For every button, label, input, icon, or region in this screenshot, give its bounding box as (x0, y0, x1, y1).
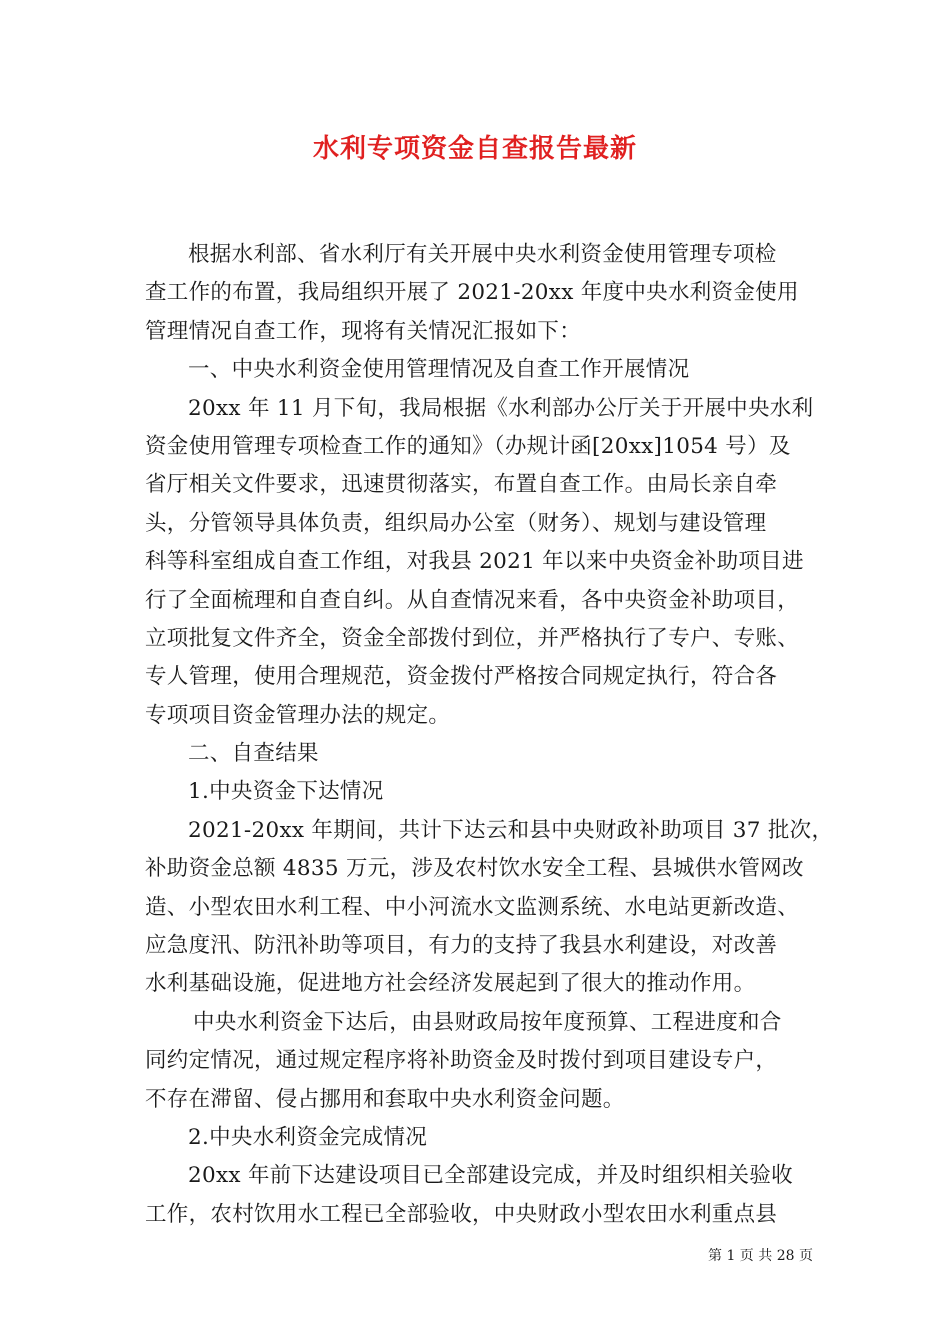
document-body (145, 236, 834, 1234)
paragraph-line: 同约定情况，通过规定程序将补助资金及时拨付到项目建设专户， (145, 1048, 778, 1074)
paragraph-line: 专项项目资金管理办法的规定。 (145, 702, 451, 728)
subsection-heading: 1.中央资金下达情况 (188, 779, 384, 805)
paragraph-line: 头，分管领导具体负责，组织局办公室（财务）、规划与建设管理 (145, 510, 767, 536)
paragraph-line: 应急度汛、防汛补助等项目，有力的支持了我县水利建设，对改善 (145, 933, 778, 959)
paragraph-line: 根据水利部、省水利厅有关开展中央水利资金使用管理专项检 (188, 242, 777, 267)
paragraph-line: 专人管理，使用合理规范，资金拨付严格按合同规定执行，符合各 (145, 664, 778, 690)
paragraph-line: 水利基础设施，促进地方社会经济发展起到了很大的推动作用。 (145, 971, 756, 997)
page-number: 第 1 页 共 28 页 (708, 1248, 813, 1264)
document-title: 水利专项资金自查报告最新 (312, 134, 637, 164)
paragraph-line: 补助资金总额 4835 万元，涉及农村饮水安全工程、县城供水管网改 (145, 856, 804, 882)
paragraph-line: 行了全面梳理和自查自纠。从自查情况来看，各中央资金补助项目， (145, 587, 800, 613)
paragraph-line: 省厅相关文件要求，迅速贯彻落实，布置自查工作。由局长亲自牵 (145, 472, 778, 498)
paragraph-line: 20xx 年 11 月下旬，我局根据《水利部办公厅关于开展中央水利 (188, 395, 814, 421)
paragraph-line: 造、小型农田水利工程、中小河流水文监测系统、水电站更新改造、 (145, 894, 800, 920)
paragraph-line: 不存在滞留、侵占挪用和套取中央水利资金问题。 (145, 1086, 625, 1112)
paragraph-line: 查工作的布置，我局组织开展了 2021-20xx 年度中央水利资金使用 (145, 280, 799, 306)
paragraph-line: 中央水利资金下达后，由县财政局按年度预算、工程进度和合 (193, 1009, 782, 1035)
subsection-heading: 2.中央水利资金完成情况 (188, 1124, 428, 1150)
paragraph-line: 20xx 年前下达建设项目已全部建设完成，并及时组织相关验收 (188, 1163, 793, 1189)
paragraph-line: 立项批复文件齐全，资金全部拨付到位，并严格执行了专户、专账、 (145, 625, 800, 651)
paragraph-line: 2021-20xx 年期间，共计下达云和县中央财政补助项目 37 批次， (188, 817, 834, 843)
section-heading: 一、中央水利资金使用管理情况及自查工作开展情况 (188, 357, 690, 383)
paragraph-line: 科等科室组成自查工作组，对我县 2021 年以来中央资金补助项目进 (145, 549, 804, 575)
paragraph-line: 资金使用管理专项检查工作的通知》（办规计函[20xx]1054 号）及 (145, 433, 791, 459)
paragraph-line: 管理情况自查工作，现将有关情况汇报如下： (145, 318, 582, 344)
paragraph-line: 工作，农村饮用水工程已全部验收，中央财政小型农田水利重点县 (145, 1201, 778, 1227)
section-heading: 二、自查结果 (188, 741, 319, 767)
